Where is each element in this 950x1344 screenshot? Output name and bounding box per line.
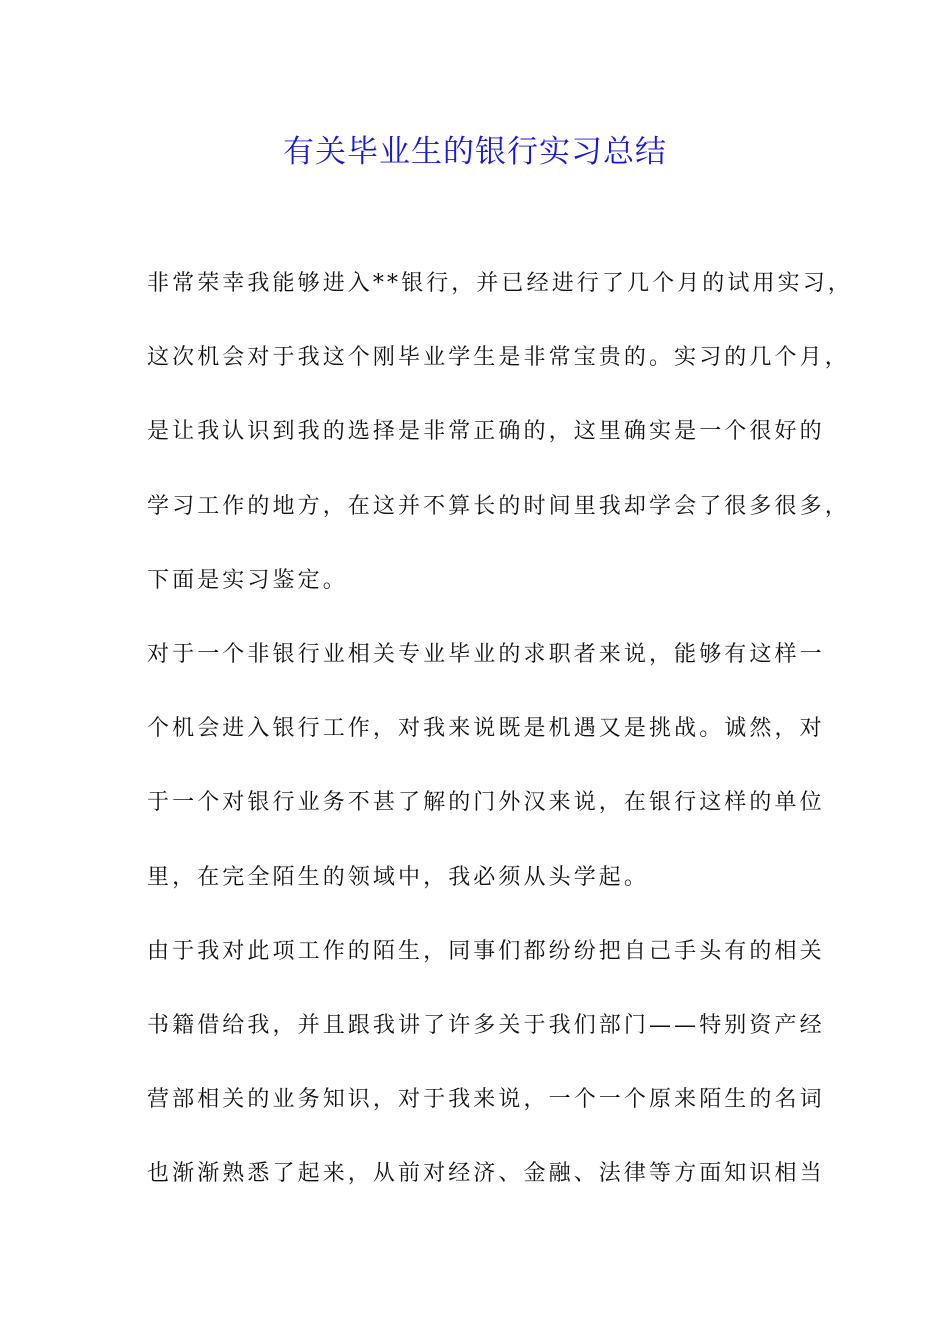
text-line: 也渐渐熟悉了起来，从前对经济、金融、法律等方面知识相当 (147, 1161, 825, 1187)
document-title: 有关毕业生的银行实习总结 (283, 134, 667, 170)
text-line: 非常荣幸我能够进入**银行，并已经进行了几个月的试用实习， (147, 271, 853, 296)
text-line: 由于我对此项工作的陌生，同事们都纷纷把自己手头有的相关 (147, 938, 825, 964)
text-line: 营部相关的业务知识，对于我来说，一个一个原来陌生的名词 (147, 1087, 825, 1113)
text-line: 里，在完全陌生的领域中，我必须从头学起。 (147, 864, 650, 890)
text-line: 书籍借给我，并且跟我讲了许多关于我们部门——特别资产经 (147, 1012, 825, 1038)
text-line: 于一个对银行业务不甚了解的门外汉来说，在银行这样的单位 (147, 790, 825, 816)
text-line: 学习工作的地方，在这并不算长的时间里我却学会了很多很多， (147, 493, 850, 519)
text-line: 对于一个非银行业相关专业毕业的求职者来说，能够有这样一 (147, 641, 825, 667)
text-line: 下面是实习鉴定。 (147, 567, 348, 593)
text-line: 这次机会对于我这个刚毕业学生是非常宝贵的。实习的几个月， (147, 345, 850, 371)
text-line: 是让我认识到我的选择是非常正确的，这里确实是一个很好的 (147, 419, 825, 445)
document-body (147, 262, 853, 1226)
text-line: 个机会进入银行工作，对我来说既是机遇又是挑战。诚然，对 (147, 716, 825, 742)
